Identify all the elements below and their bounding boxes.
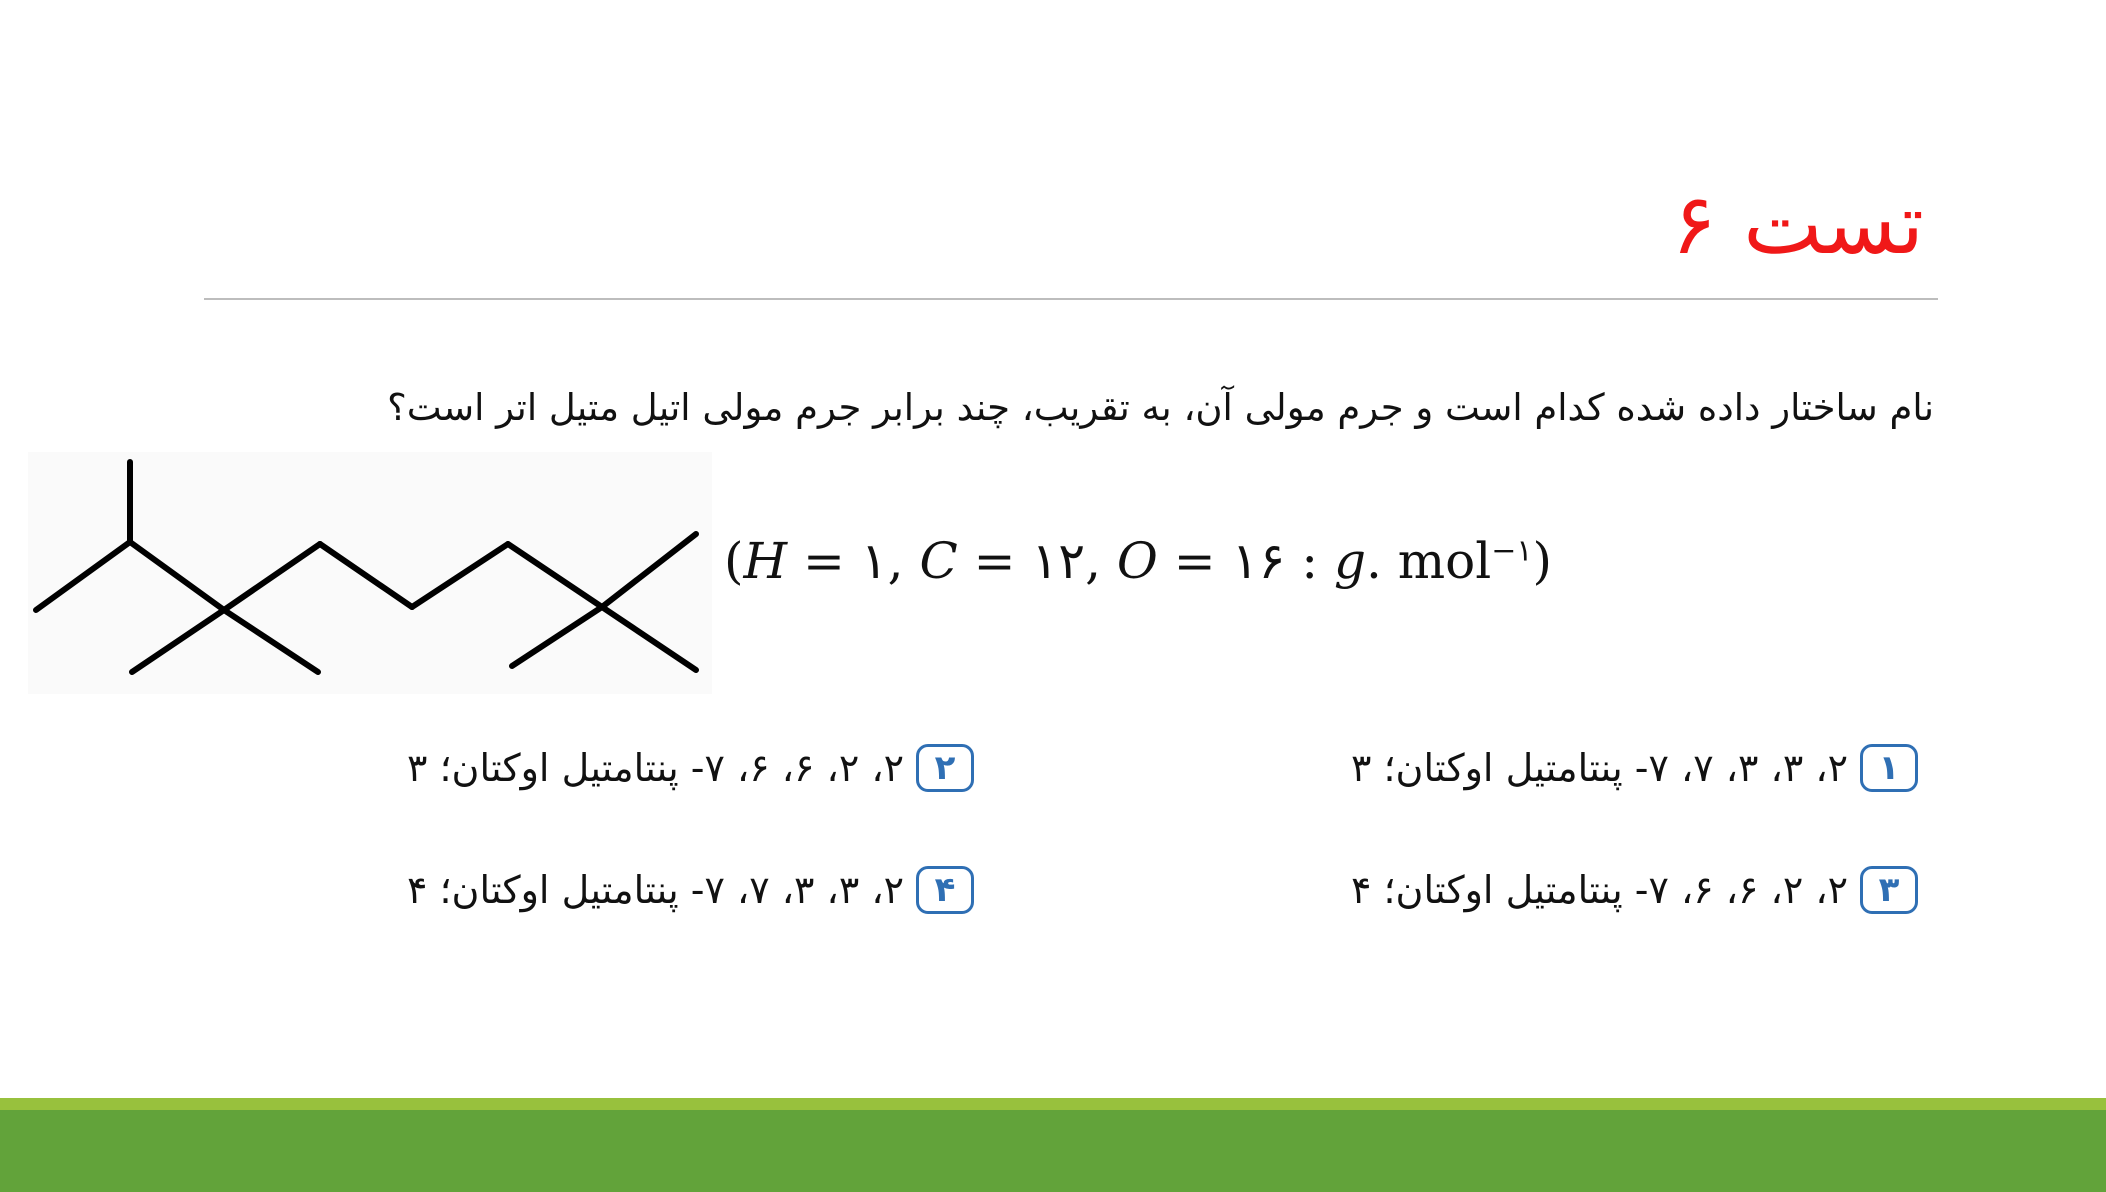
formula-o: O (1116, 532, 1158, 590)
formula-c: C (919, 532, 958, 590)
option-2-text: ۲، ۲، ۶، ۶، ۷- پنتامتیل اوکتان؛ ۳ (406, 746, 904, 790)
formula-exponent: −۱ (1491, 533, 1533, 569)
formula-eq2: = ۱۲, (957, 532, 1117, 590)
formula-open: ( (724, 532, 744, 590)
option-3-badge: ۳ (1860, 866, 1918, 914)
question-text: نام ساختار داده شده کدام است و جرم مولی آن، به تقریب، چند برابر جرم مولی اتیل متیل اتر است؟ (387, 386, 1934, 429)
slide-title: تست ۶ (1671, 175, 1924, 273)
formula-eq3: = ۱۶ : (1157, 532, 1334, 590)
option-2-badge: ۲ (916, 744, 974, 792)
option-1[interactable] (1351, 744, 1918, 792)
footer-accent-bar (0, 1098, 2106, 1110)
title-divider (204, 298, 1938, 300)
molar-mass-formula (724, 532, 1552, 590)
formula-eq1: = ۱, (787, 532, 920, 590)
skeletal-structure-image (28, 452, 712, 694)
option-2[interactable] (407, 744, 974, 792)
formula-h: H (743, 532, 788, 590)
option-3-text: ۲، ۲، ۶، ۶، ۷- پنتامتیل اوکتان؛ ۴ (1350, 868, 1848, 912)
formula-g: g (1333, 532, 1366, 590)
option-4-badge: ۴ (916, 866, 974, 914)
option-3[interactable] (1351, 866, 1918, 914)
option-1-text: ۲، ۳، ۳، ۷، ۷- پنتامتیل اوکتان؛ ۳ (1350, 746, 1848, 790)
footer-bar (0, 1110, 2106, 1192)
option-4-text: ۲، ۳، ۳، ۷، ۷- پنتامتیل اوکتان؛ ۴ (406, 868, 904, 912)
option-4[interactable] (407, 866, 974, 914)
formula-close: ) (1532, 532, 1553, 590)
formula-unit: . mol (1365, 532, 1492, 590)
option-1-badge: ۱ (1860, 744, 1918, 792)
